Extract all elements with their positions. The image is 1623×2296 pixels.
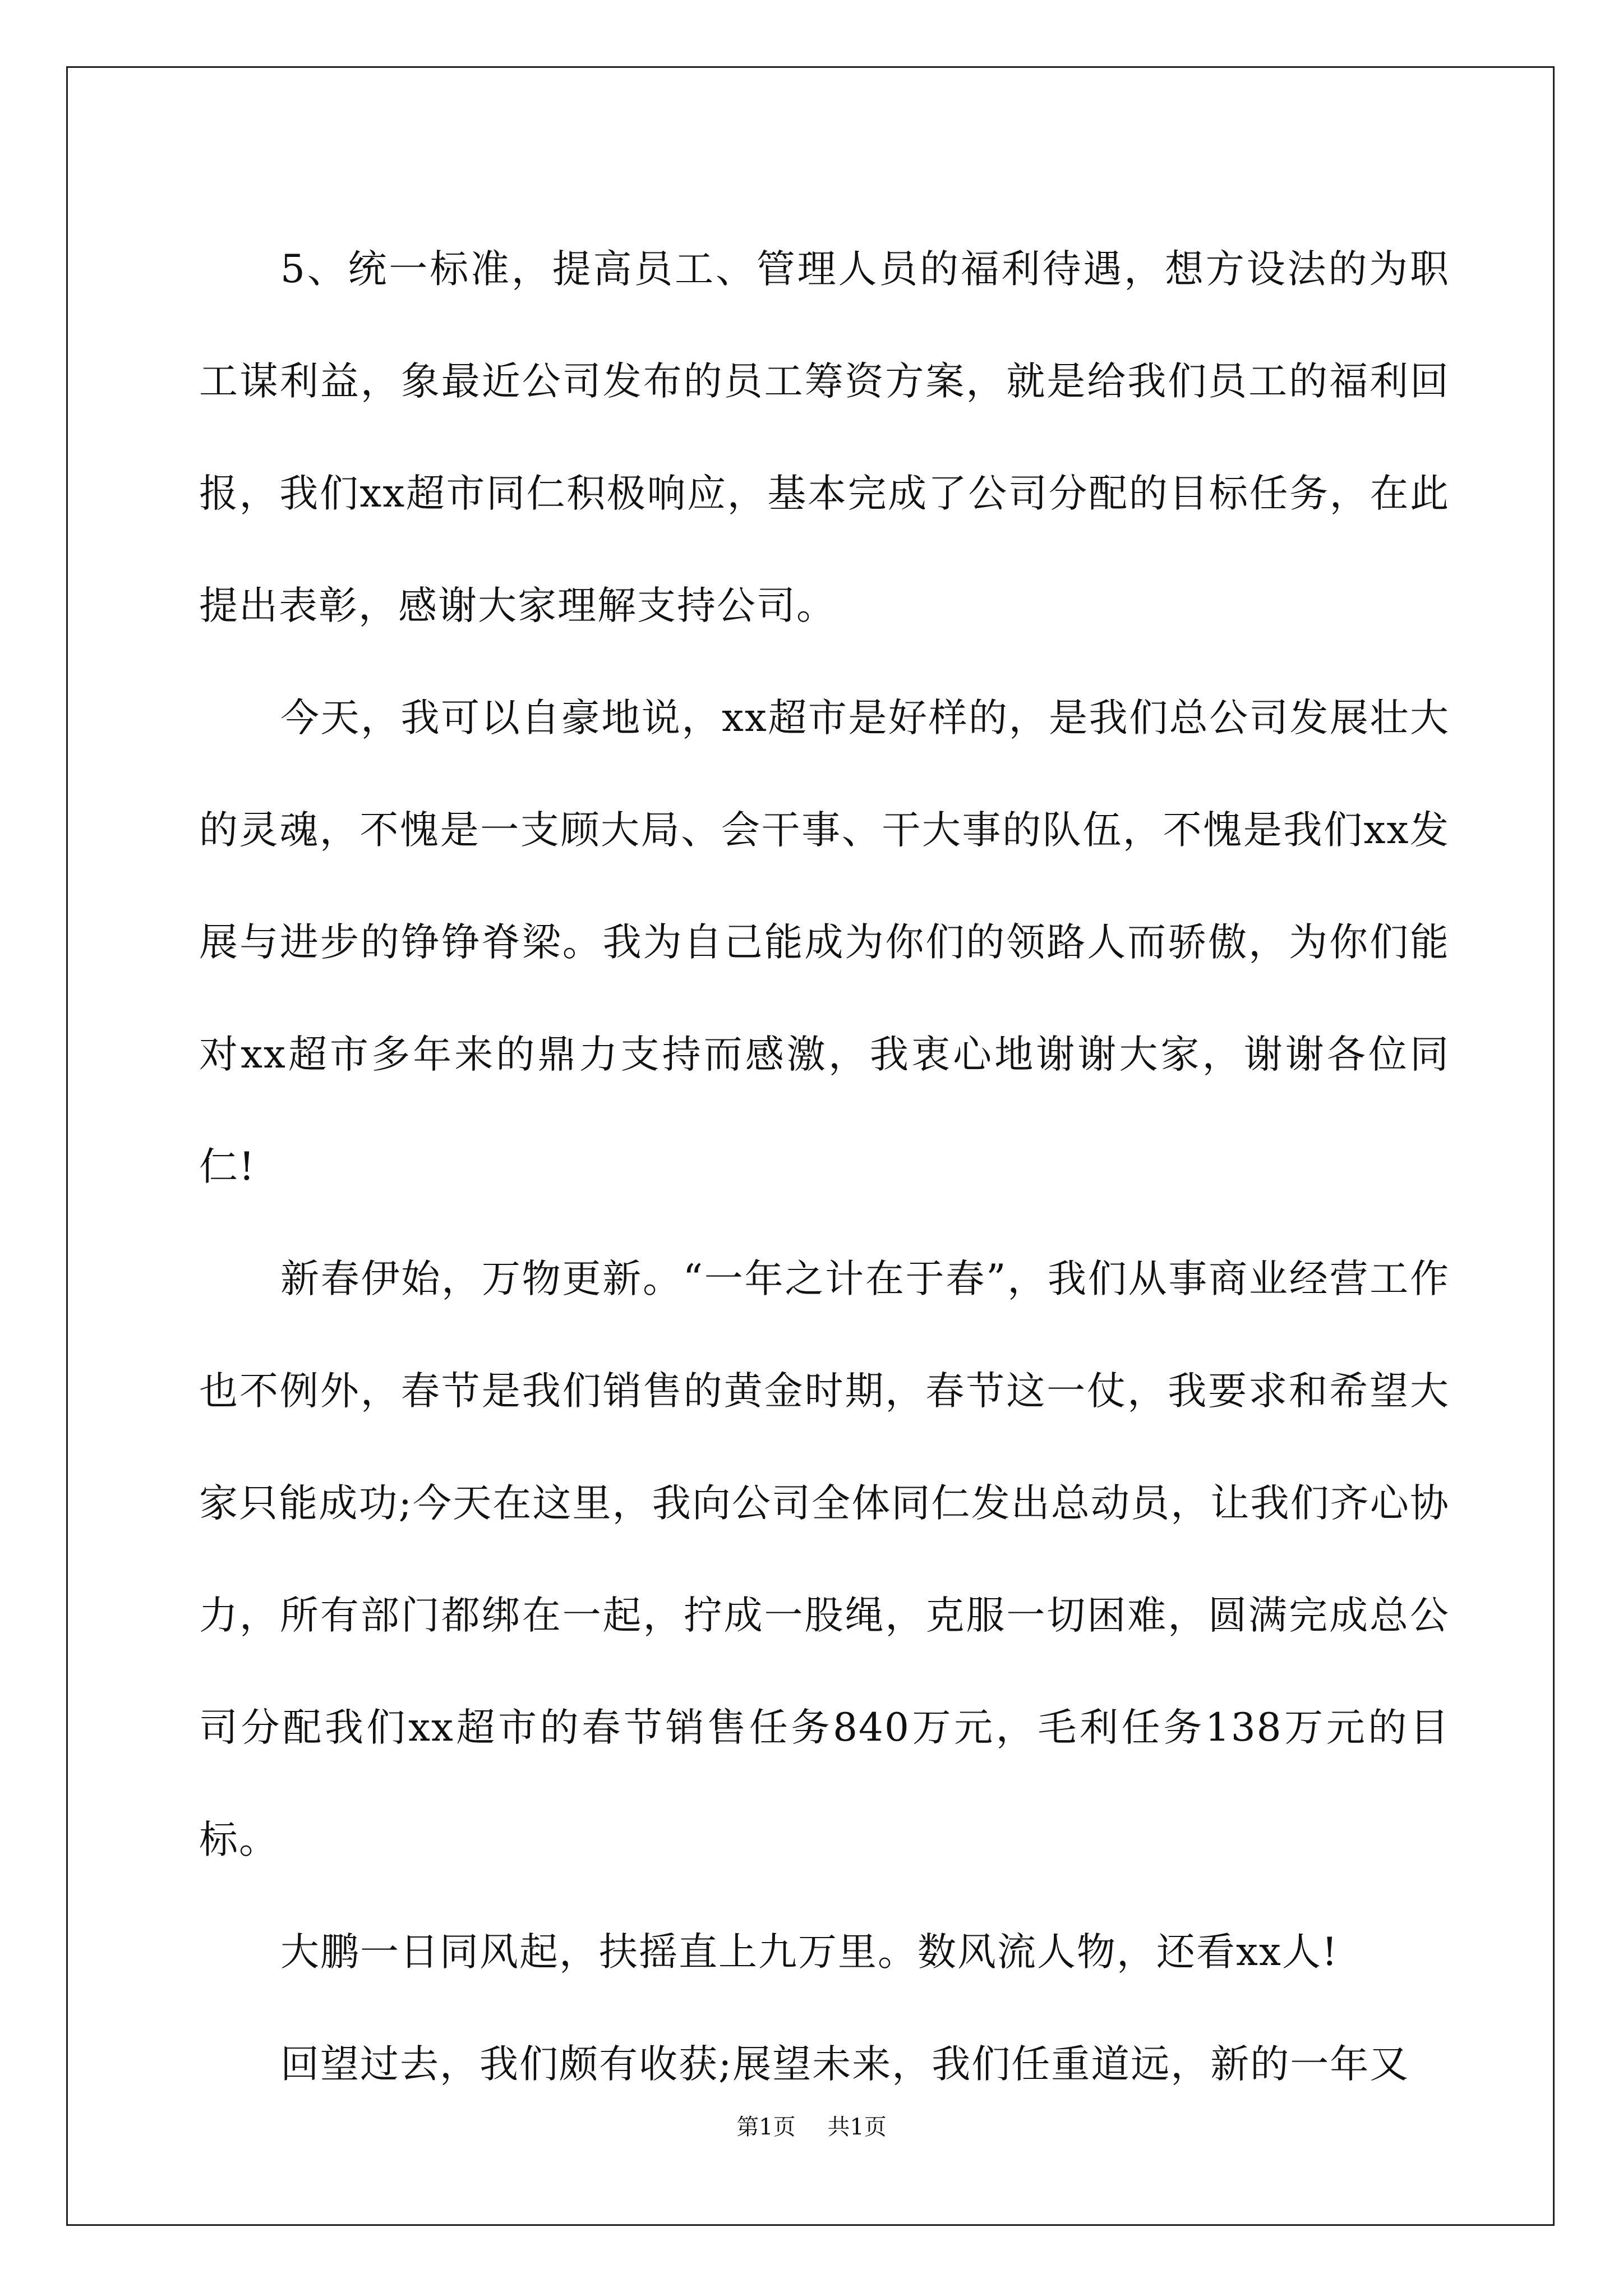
paragraph-4: 大鹏一日同风起，扶摇直上九万里。数风流人物，还看xx人! bbox=[280, 1930, 1339, 1975]
page-footer bbox=[0, 2109, 1623, 2141]
paragraph-5: 回望过去，我们颇有收获;展望未来，我们任重道远，新的一年又 bbox=[280, 2042, 1410, 2087]
paragraph-3: 新春伊始，万物更新。“一年之计在于春”，我们从事商业经营工作也不例外，春节是我们销售的黄金时期，春节这一仗，我要求和希望大家只能成功;今天在这里，我向公司全体同仁发出总动员，让我们齐心协力，所有部门都绑在一起，拧成一股绳，克服一切困难，圆满完成总公司分配我们xx超市的春节销售任务840万元，毛利任务138万元的目标。 bbox=[199, 1257, 1450, 1862]
document-body bbox=[199, 213, 1450, 2120]
paragraph-1: 5、统一标准，提高员工、管理人员的福利待遇，想方设法的为职工谋利益，象最近公司发布的员工筹资方案，就是给我们员工的福利回报，我们xx超市同仁积极响应，基本完成了公司分配的目标任务，在此提出表彰，感谢大家理解支持公司。 bbox=[199, 247, 1450, 628]
paragraph-2: 今天，我可以自豪地说，xx超市是好样的，是我们总公司发展壮大的灵魂，不愧是一支顾大局、会干事、干大事的队伍，不愧是我们xx发展与进步的铮铮脊梁。我为自己能成为你们的领路人而骄傲，为你们能对xx超市多年来的鼎力支持而感激，我衷心地谢谢大家，谢谢各位同仁! bbox=[199, 696, 1450, 1189]
page-total: 共1页 bbox=[827, 2114, 887, 2140]
page-number: 第1页 bbox=[736, 2114, 796, 2140]
